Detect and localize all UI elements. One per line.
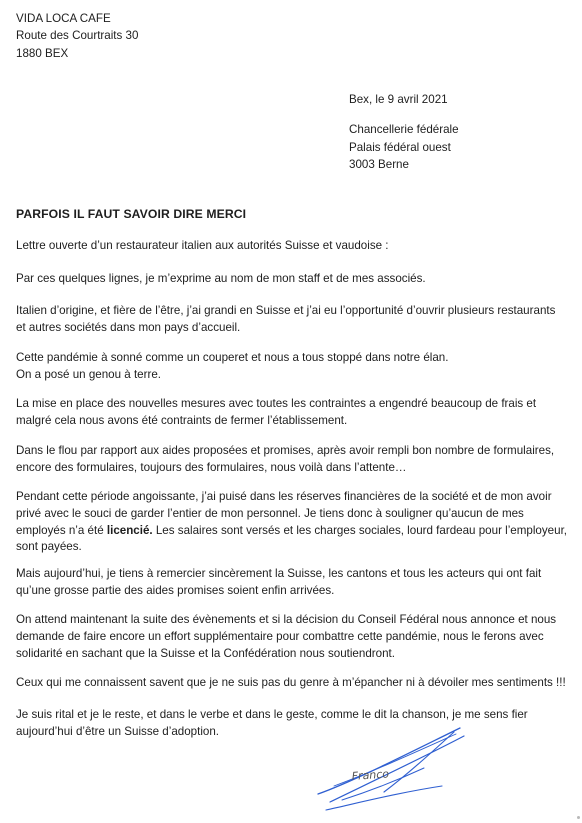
paragraph-8 — [16, 566, 576, 600]
bold-word-licencie: licencié. — [106, 523, 153, 537]
paragraph-7 — [16, 489, 576, 556]
paragraph-2: Par ces quelques lignes, je m’exprime au nom de mon staff et de mes associés. — [16, 272, 426, 285]
paragraph-line: malgré cela nous avons été contraints de fermer l’établissement. — [16, 413, 348, 427]
paragraph-6 — [16, 443, 576, 477]
sender-address — [16, 10, 138, 62]
signature-stroke — [384, 732, 454, 792]
signature-stroke — [326, 786, 442, 810]
paragraph-line: Pendant cette période angoissante, j’ai puisé dans les réserves financières de la société et de mon avoir — [16, 490, 552, 503]
paragraph-11 — [16, 707, 576, 741]
paragraph-5 — [16, 396, 576, 430]
signature-strokes — [318, 728, 464, 810]
paragraph-line: demande de faire encore un effort supplémentaire pour combattre cette pandémie, nous le ferons avec — [16, 629, 544, 643]
sender-street: Route des Courtraits 30 — [16, 29, 139, 43]
recipient-line-1: Chancellerie fédérale — [349, 123, 459, 136]
recipient-line-3: 3003 Berne — [349, 158, 409, 172]
paragraph-line: qu’une grosse partie des aides promises soient enfin arrivées. — [16, 583, 335, 597]
paragraph-intro: Lettre ouverte d’un restaurateur italien aux autorités Suisse et vaudoise : — [16, 239, 389, 252]
paragraph-line: Cette pandémie à sonné comme un couperet et nous a tous stoppé dans notre élan. — [16, 351, 449, 364]
signature-name: Franco — [351, 767, 390, 783]
recipient-line-2: Palais fédéral ouest — [349, 140, 451, 154]
handwritten-signature — [312, 722, 477, 822]
paragraph-line: sont payées. — [16, 540, 82, 554]
paragraph-3 — [16, 303, 576, 337]
text-run: employés n’a été — [16, 523, 107, 537]
paragraph-line: Dans le flou par rapport aux aides proposées et promises, après avoir rempli bon nombre de formulaires, — [16, 444, 555, 457]
sender-city: 1880 BEX — [16, 46, 69, 60]
signature-stroke — [330, 736, 464, 802]
paragraph-line — [16, 523, 576, 540]
recipient-address — [349, 121, 459, 174]
letter-title: PARFOIS IL FAUT SAVOIR DIRE MERCI — [16, 207, 247, 221]
paragraph-4 — [16, 350, 576, 384]
text-run: Les salaires sont versés et les charges sociales, lourd fardeau pour l’employeur, — [152, 523, 568, 537]
paragraph-line: On attend maintenant la suite des évènements et si la décision du Conseil Fédéral nous annonce et nous — [16, 613, 557, 626]
paragraph-line: privé avec le souci de garder l’entier de mon personnel. Je tiens donc à souligner qu’aucun de mes — [16, 506, 524, 520]
paragraph-line: Je suis rital et je le reste, et dans le verbe et dans le geste, comme le dit la chanson, je me sens fier — [16, 708, 528, 721]
paragraph-line: On a posé un genou à terre. — [16, 367, 162, 381]
paragraph-line: Mais aujourd’hui, je tiens à remercier sincèrement la Suisse, les cantons et tous les acteurs qui ont fait — [16, 567, 542, 580]
paragraph-line: aujourd’hui d’être un Suisse d’adoption. — [16, 724, 220, 738]
letter-date: Bex, le 9 avril 2021 — [349, 93, 448, 106]
paragraph-line: et autres sociétés dans mon pays d’accueil. — [16, 320, 241, 334]
paragraph-line: solidarité en sachant que la Suisse et la Confédération nous soutiendront. — [16, 646, 395, 660]
scan-speck — [577, 816, 580, 819]
paragraph-10: Ceux qui me connaissent savent que je ne suis pas du genre à m’épancher ni à dévoiler mes sentiments !!! — [16, 676, 566, 689]
sender-name: VIDA LOCA CAFE — [16, 12, 111, 25]
paragraph-9 — [16, 612, 576, 662]
paragraph-line: encore des formulaires, toujours des formulaires, nous voilà dans l’attente… — [16, 460, 407, 474]
paragraph-line: Italien d’origine, et fière de l’être, j’ai grandi en Suisse et j’ai eu l’opportunité d’ouvrir plusieurs restaurants — [16, 304, 556, 317]
paragraph-line: La mise en place des nouvelles mesures avec toutes les contraintes a engendré beaucoup de frais et — [16, 397, 537, 410]
